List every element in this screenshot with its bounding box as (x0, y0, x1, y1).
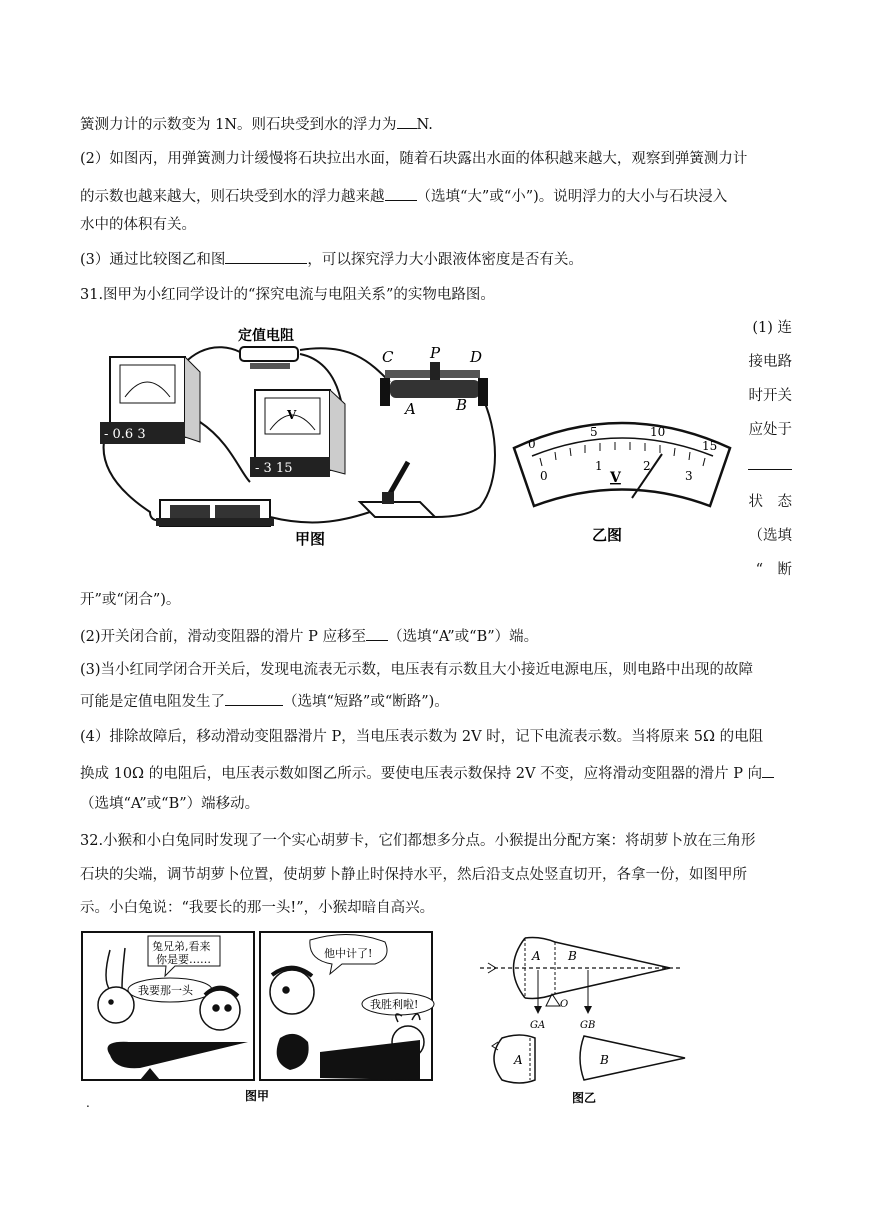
svg-text:兔兄弟,看来: 兔兄弟,看来 (152, 940, 211, 953)
voltmeter-dial-figure (510, 418, 735, 548)
q31-item1-end: 开”或“闭合”)。 (80, 592, 181, 608)
sliding-rheostat (380, 344, 488, 418)
answer-blank[interactable] (225, 690, 283, 706)
q31-item2: (2)开关闭合前，滑动变阻器的滑片 P 应移至 （选填“A”或“B”）端。 (80, 625, 538, 647)
q31-stem: 31.图甲为小红同学设计的“探究电流与电阻关系”的实物电路图。 (80, 287, 495, 303)
svg-text:GB: GB (580, 1020, 596, 1031)
circuit-figure (90, 322, 510, 552)
svg-text:B: B (600, 1053, 609, 1067)
q31-side-text: (1) 连 接电路 时开关 应处于 状 态 （选填 “ 断 (748, 320, 792, 578)
svg-text:我胜利啦!: 我胜利啦! (370, 998, 419, 1011)
svg-text:- 0.6 3: - 0.6 3 (104, 427, 146, 442)
svg-text:我要那一头: 我要那一头 (138, 984, 193, 997)
wire (200, 422, 250, 482)
svg-text:10: 10 (650, 425, 666, 439)
q31-item4-line3: （选填“A”或“B”）端移动。 (80, 796, 260, 812)
q32-line1: 32.小猴和小白兔同时发现了一个实心胡萝卡，它们都想多分点。小猴提出分配方案：将胡萝卜放在三角形 (80, 833, 756, 849)
answer-blank[interactable] (385, 185, 417, 201)
comic-figure (80, 930, 435, 1120)
svg-text:1: 1 (595, 459, 603, 473)
figure-label-jia: 甲图 (295, 530, 326, 548)
svg-text:A: A (514, 1053, 523, 1067)
piece-b (580, 1036, 685, 1080)
svg-text:0: 0 (540, 469, 548, 483)
svg-text:A: A (532, 949, 541, 963)
svg-text:- 3 15: - 3 15 (255, 461, 293, 476)
switch (360, 462, 435, 517)
svg-text:V: V (287, 408, 297, 422)
figure-label-yi: 乙图 (592, 526, 623, 544)
q30-item3: (3）通过比较图乙和图 ，可以探究浮力大小跟液体密度是否有关。 (80, 248, 583, 270)
svg-text:你是要……: 你是要…… (156, 953, 211, 966)
fixed-resistor (238, 327, 298, 369)
figure-label-tu-jia: 图甲 (245, 1089, 270, 1103)
battery (156, 500, 274, 526)
wire (300, 348, 390, 382)
svg-text:定值电阻: 定值电阻 (238, 328, 294, 344)
svg-text:O: O (560, 999, 569, 1010)
q31-item4-line1: (4）排除故障后，移动滑动变阻器滑片 P，当电压表示数为 2V 时，记下电流表示数。当将原来 5Ω 的电阻 (80, 729, 764, 745)
q30-item2-line1: (2）如图丙，用弹簧测力计缓慢将石块拉出水面，随着石块露出水面的体积越来越大，观察到弹簧测力计 (80, 151, 748, 167)
svg-text:.: . (86, 1096, 90, 1110)
q31-item4-line2: 换成 10Ω 的电阻后，电压表示数如图乙所示。要使电压表示数保持 2V 不变，应将滑动变阻器的滑片 P 向 (80, 762, 774, 784)
q31-item3-line1: (3)当小红同学闭合开关后，发现电流表无示数，电压表有示数且大小接近电源电压，则电路中出现的故障 (80, 662, 754, 678)
svg-text:3: 3 (685, 469, 693, 483)
answer-blank[interactable] (397, 113, 417, 129)
svg-text:V: V (610, 470, 621, 486)
answer-blank[interactable] (762, 762, 774, 778)
figure-label-tu-yi: 图乙 (572, 1091, 597, 1105)
answer-blank[interactable] (748, 468, 792, 470)
svg-text:0: 0 (528, 437, 536, 451)
q32-line3: 示。小白兔说：“我要长的那一头!”，小猴却暗自高兴。 (80, 900, 435, 916)
svg-text:D: D (470, 348, 483, 366)
svg-text:他中计了!: 他中计了! (324, 947, 373, 960)
q30-item2-line2: 的示数也越来越大，则石块受到水的浮力越来越 （选填“大”或“小”)。说明浮力的大小与石块浸入 (80, 185, 727, 207)
svg-text:B: B (456, 396, 468, 414)
ammeter (100, 357, 200, 444)
svg-text:A: A (405, 400, 416, 418)
monkey-icon (200, 988, 240, 1030)
answer-blank[interactable] (225, 248, 307, 264)
lever-diagram (480, 930, 705, 1110)
svg-text:5: 5 (590, 425, 598, 439)
svg-text:15: 15 (702, 439, 718, 453)
q30-item2-line3: 水中的体积有关。 (80, 217, 196, 233)
answer-blank[interactable] (366, 625, 388, 641)
svg-text:2: 2 (643, 459, 651, 473)
voltmeter (250, 390, 345, 477)
svg-text:GA: GA (530, 1020, 546, 1031)
svg-text:P: P (430, 344, 441, 362)
q30-line1: 簧测力计的示数变为 1N。则石块受到水的浮力为 N. (80, 113, 433, 135)
q32-line2: 石块的尖端，调节胡萝卜位置，使胡萝卜静止时保持水平，然后沿支点处竖直切开，各拿一份，如图甲所 (80, 867, 747, 883)
wire (270, 512, 370, 522)
svg-text:B: B (568, 949, 577, 963)
svg-text:C: C (382, 348, 394, 366)
q31-item3-line2: 可能是定值电阻发生了 （选填“短路”或“断路”)。 (80, 690, 449, 712)
